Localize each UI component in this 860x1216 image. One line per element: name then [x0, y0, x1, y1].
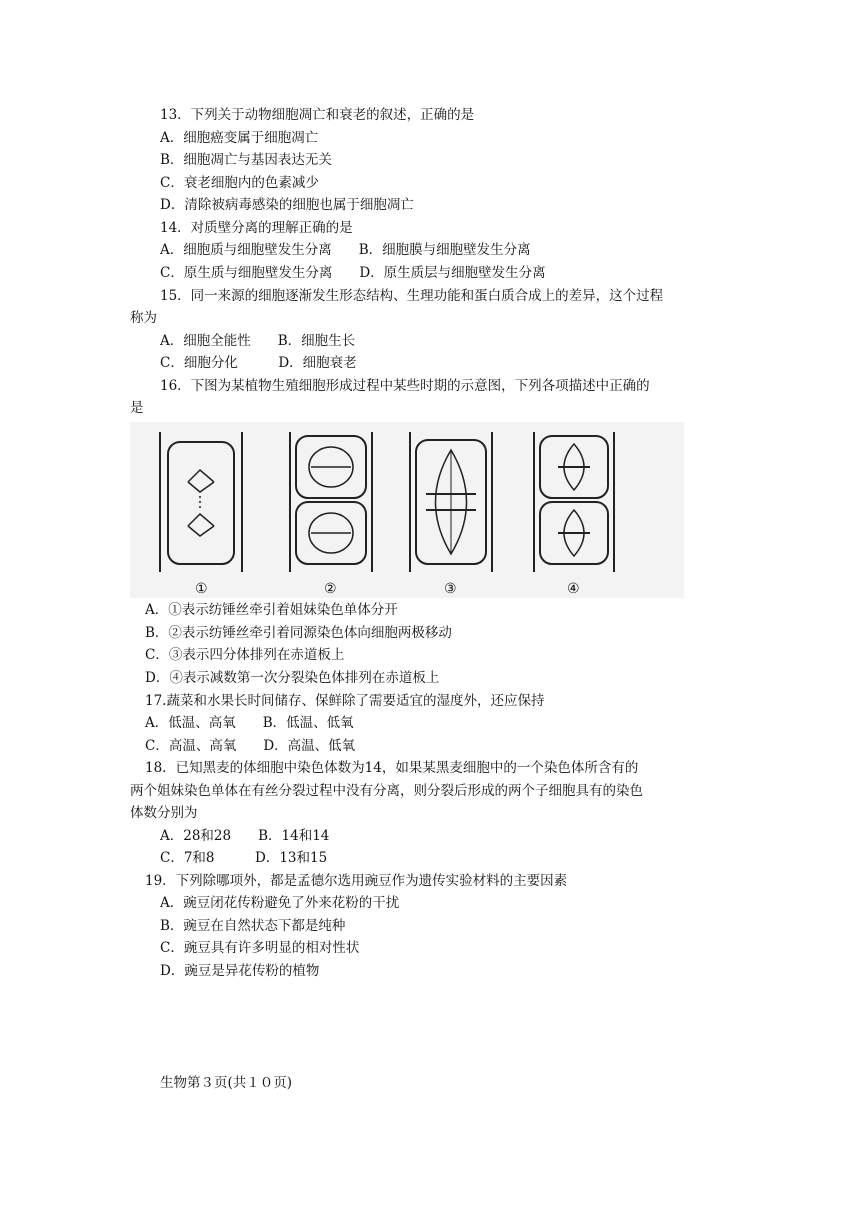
q14-options-cd: C．原生质与细胞壁发生分离 D．原生质层与细胞壁发生分离 [160, 265, 546, 281]
q18-stem-line2: 两个姐妹染色单体在有丝分裂过程中没有分离，则分裂后形成的两个子细胞具有的染色 [130, 783, 643, 799]
q18-stem-line1: 18．已知黑麦的体细胞中染色体数为14，如果某黑麦细胞中的一个染色体所含有的 [145, 760, 639, 776]
q13-stem: 13．下列关于动物细胞凋亡和衰老的叙述，正确的是 [160, 107, 475, 123]
q19-option-a: A．豌豆闭花传粉避免了外来花粉的干扰 [160, 895, 400, 911]
q16-stem-line1: 16．下图为某植物生殖细胞形成过程中某些时期的示意图，下列各项描述中正确的 [160, 378, 650, 394]
q13-option-d: D．清除被病毒感染的细胞也属于细胞凋亡 [160, 197, 414, 213]
q15-options-ab: A．细胞全能性 B．细胞生长 [160, 333, 356, 349]
q15-stem-line2: 称为 [130, 310, 157, 326]
cell-diagram-1 [160, 432, 242, 572]
q16-option-c: C．③表示四分体排列在赤道板上 [145, 647, 345, 663]
q14-stem: 14．对质壁分离的理解正确的是 [160, 220, 353, 236]
q16-option-b: B．②表示纺锤丝牵引着同源染色体向细胞两极移动 [145, 625, 452, 641]
q14-options-ab: A．细胞质与细胞壁发生分离 B．细胞膜与细胞壁发生分离 [160, 242, 531, 258]
q13-option-a: A．细胞癌变属于细胞凋亡 [160, 130, 319, 146]
q19-option-b: B．豌豆在自然状态下都是纯种 [160, 918, 346, 934]
figure-label-1: ① [195, 581, 208, 597]
q19-option-d: D．豌豆是异花传粉的植物 [160, 963, 320, 979]
cell-diagram-4 [534, 432, 614, 572]
q19-option-c: C．豌豆具有许多明显的相对性状 [160, 940, 360, 956]
figure-label-4: ④ [567, 581, 580, 597]
q15-options-cd: C．细胞分化 D．细胞衰老 [160, 355, 357, 371]
q18-options-cd: C．7和8 D．13和15 [160, 850, 328, 866]
q15-stem-line1: 15．同一来源的细胞逐渐发生形态结构、生理功能和蛋白质合成上的差异，这个过程 [160, 288, 664, 304]
q16-stem-line2: 是 [130, 400, 144, 416]
q17-options-cd: C．高温、高氧 D．高温、低氧 [145, 738, 356, 754]
page-footer: 生物第３页(共１０页) [160, 1075, 293, 1091]
q16-option-d: D．④表示减数第一次分裂染色体排列在赤道板上 [145, 670, 440, 686]
figure-label-2: ② [324, 581, 337, 597]
figure-label-3: ③ [444, 581, 457, 597]
q13-option-c: C．衰老细胞内的色素减少 [160, 175, 319, 191]
meiosis-figure [130, 422, 684, 598]
q16-option-a: A．①表示纺锤丝牵引着姐妹染色单体分开 [145, 602, 398, 618]
q18-stem-line3: 体数分别为 [130, 805, 198, 821]
cell-diagram-2 [290, 432, 372, 572]
q17-options-ab: A．低温、高氧 B．低温、低氧 [145, 715, 354, 731]
q13-option-b: B．细胞凋亡与基因表达无关 [160, 152, 332, 168]
cell-diagram-3 [410, 432, 492, 572]
q18-options-ab: A．28和28 B．14和14 [160, 828, 330, 844]
q17-stem: 17.蔬菜和水果长时间储存、保鲜除了需要适宜的湿度外，还应保持 [145, 693, 545, 709]
q19-stem: 19．下列除哪项外，都是孟德尔选用豌豆作为遗传实验材料的主要因素 [145, 873, 568, 889]
